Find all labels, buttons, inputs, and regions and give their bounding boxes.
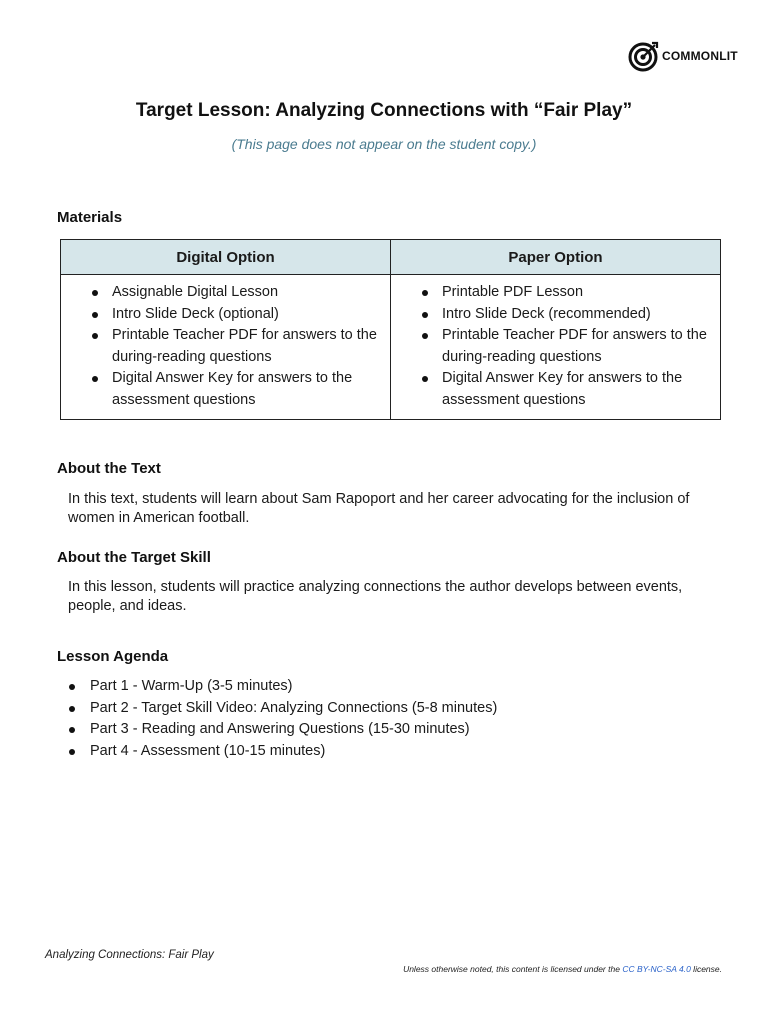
about-skill-heading: About the Target Skill [57,549,211,566]
page-subtitle: (This page does not appear on the student copy.) [231,136,537,152]
digital-option-list [65,282,384,411]
lesson-agenda-heading: Lesson Agenda [57,648,169,665]
list-item: Intro Slide Deck (recommended) [395,304,714,326]
license-link[interactable]: CC BY-NC-SA 4.0 [622,964,691,974]
digital-option-header: Digital Option [61,240,391,275]
list-item: Assignable Digital Lesson [65,282,384,304]
footer-license: Unless otherwise noted, this content is licensed under the CC BY-NC-SA 4.0 license. [403,964,722,974]
list-item: Printable Teacher PDF for answers to the during-reading questions [65,325,384,368]
list-item: Intro Slide Deck (optional) [65,304,384,326]
list-item: Part 4 - Assessment (10-15 minutes) [68,741,497,763]
digital-option-cell [61,275,391,420]
target-icon [628,40,660,72]
about-skill-body: In this lesson, students will practice analyzing connections the author develops between events, people, and ideas. [68,579,683,614]
list-item: Part 1 - Warm-Up (3-5 minutes) [68,676,497,698]
page-title: Target Lesson: Analyzing Connections with “Fair Play” [135,100,633,121]
commonlit-logo [628,40,738,72]
logo-wordmark: COMMONLIT [662,49,738,63]
list-item: Part 3 - Reading and Answering Questions (15-30 minutes) [68,719,497,741]
materials-table [60,239,721,420]
materials-heading: Materials [57,209,123,226]
paper-option-cell [391,275,721,420]
lesson-agenda [68,676,497,762]
list-item: Printable Teacher PDF for answers to the during-reading questions [395,325,714,368]
about-text-heading: About the Text [57,460,161,477]
list-item: Digital Answer Key for answers to the assessment questions [395,368,714,411]
paper-option-list [395,282,714,411]
paper-option-header: Paper Option [391,240,721,275]
table-header-row [61,240,721,275]
footer-lesson-title: Analyzing Connections: Fair Play [45,949,214,961]
list-item: Part 2 - Target Skill Video: Analyzing Connections (5-8 minutes) [68,698,497,720]
list-item: Digital Answer Key for answers to the assessment questions [65,368,384,411]
about-text-body: In this text, students will learn about Sam Rapoport and her career advocating for the inclusion of women in American football. [68,491,690,526]
table-row [61,275,721,420]
list-item: Printable PDF Lesson [395,282,714,304]
